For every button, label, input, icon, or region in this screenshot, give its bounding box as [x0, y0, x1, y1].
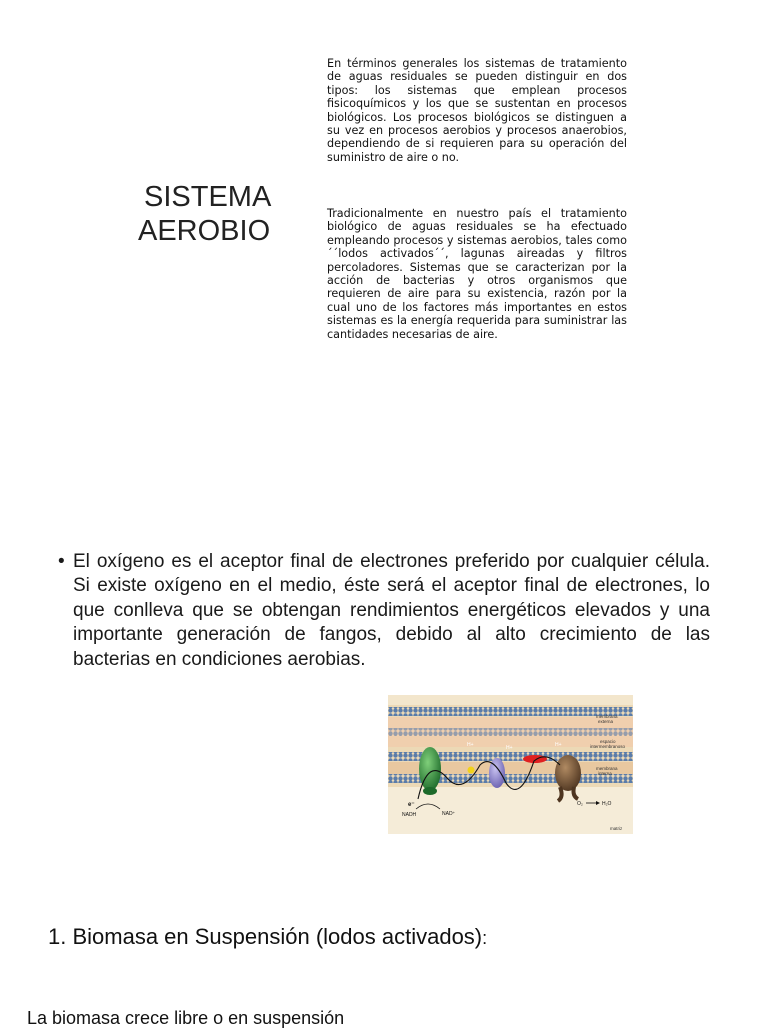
outer-membrane-label-2: externa [598, 719, 614, 724]
section-heading-text: 1. Biomasa en Suspensión (lodos activados) [48, 924, 483, 949]
nadh-label: NADH [402, 812, 417, 818]
intro-paragraph: En términos generales los sistemas de tratamiento de aguas residuales se pueden distinguir en dos tipos: los sistemas que emplean procesos fisicoquímicos y los que se sustentan en procesos biológicos. Los procesos biológicos se distinguen a su vez en procesos aerobios y procesos anaerobios, dependiendo de si requieren para su operación del suministro de aire o no. [327, 57, 627, 164]
section-heading-colon: : [482, 928, 488, 948]
matrix-label: matriz [610, 826, 623, 831]
intermembrane-label-2: intermembranoso [590, 744, 626, 749]
bullet-dot: • [58, 551, 65, 572]
complex-iv-shape [555, 755, 581, 791]
h-plus-label-3: H+ [555, 742, 562, 748]
oxygen-bullet [58, 550, 710, 672]
slide-title [138, 180, 288, 248]
aerobic-paragraph: Tradicionalmente en nuestro país el tratamiento biológico de aguas residuales se ha efectuado empleando procesos y sistemas aerobios, tales como ´´lodos activados´´, lagunas aireadas y filtros percoladores. Sistemas que se caracterizan por la acción de bacterias y otros organismos que requieren de aire para su existencia, razón por la cual uno de los factores más importantes en estos sistemas es la energía requerida para suministrar las cantidades necesarias de aire. [327, 207, 627, 341]
ubiquinone-shape [468, 767, 475, 774]
inner-membrane-label-1: membrana [596, 766, 618, 771]
h-plus-label-1: H+ [467, 742, 474, 748]
h2o-label: H₂O [602, 801, 612, 807]
nad-label: NAD⁺ [442, 811, 456, 817]
slide-title-line1: SISTEMA [144, 181, 272, 213]
slide-title-line2: AEROBIO [138, 215, 271, 247]
o2-label: O₂ [577, 801, 583, 807]
intermembrane-label-1: espacio [600, 739, 616, 744]
outer-membrane-label-1: membrana [596, 714, 618, 719]
biomass-line: La biomasa crece libre o en suspensión [27, 1008, 345, 1028]
inner-membrane-label-2: interna [598, 771, 612, 776]
h-plus-label-2: H+ [506, 745, 513, 751]
section-heading [48, 924, 487, 950]
electron-transport-chain-diagram [388, 695, 633, 834]
cytochrome-c-shape [523, 755, 547, 763]
oxygen-bullet-text: El oxígeno es el aceptor final de electrones preferido por cualquier célula. Si existe oxígeno en el medio, éste será el aceptor final de electrones, lo que conlleva que se obtengan rendimientos energéticos elevados y una importante generación de fangos, debido al alto crecimiento de las bacterias en condiciones aerobias. [73, 551, 710, 670]
electron-label: e⁻ [408, 802, 415, 808]
